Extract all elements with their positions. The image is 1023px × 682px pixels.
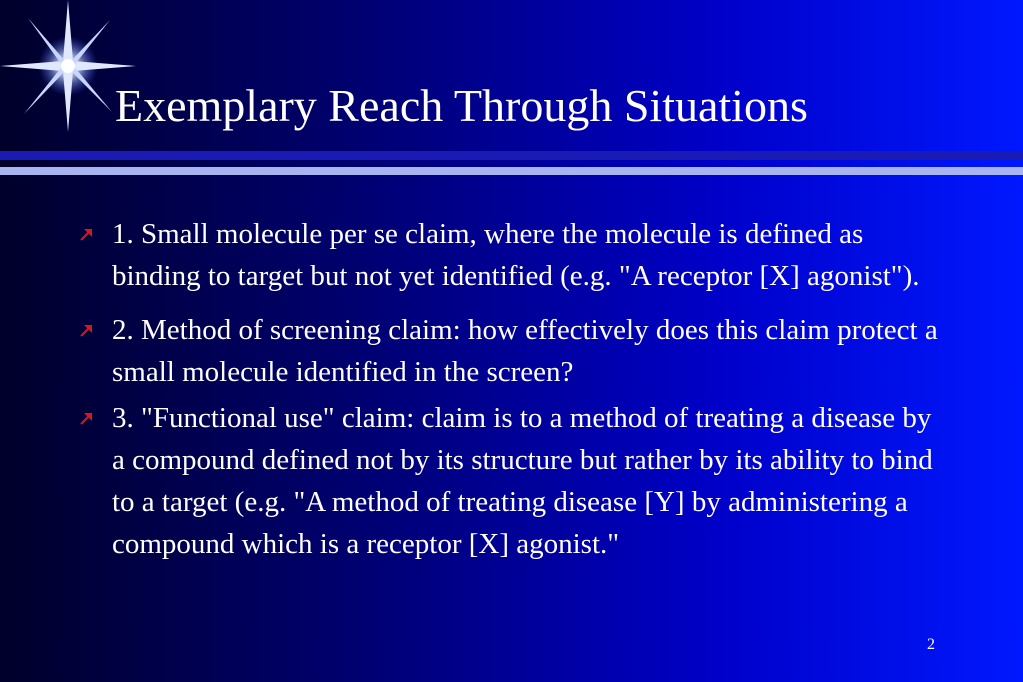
diagonal-arrow-icon <box>80 411 94 425</box>
bullet-item <box>80 213 940 297</box>
bullet-list <box>80 213 940 565</box>
bullet-text: 2. Method of screening claim: how effectively does this claim protect a small molecule identified in the screen? <box>112 314 938 388</box>
diagonal-arrow-icon <box>80 227 94 241</box>
title-divider-dark <box>0 151 1023 160</box>
diagonal-arrow-icon <box>80 323 94 337</box>
bullet-item <box>80 309 940 393</box>
title-divider-light <box>0 167 1023 175</box>
bullet-item <box>80 397 940 565</box>
bullet-text: 3. "Functional use" claim: claim is to a method of treating a disease by a compound defined not by its structure but rather by its ability to bind to a target (e.g. "A method of treating disease [Y] by administering a compound which is a receptor [X] agonist." <box>112 402 933 560</box>
slide-title: Exemplary Reach Through Situations <box>115 80 808 131</box>
page-number: 2 <box>927 636 935 653</box>
bullet-text: 1. Small molecule per se claim, where the molecule is defined as binding to target but not yet identified (e.g. "A receptor [X] agonist"). <box>112 218 920 292</box>
